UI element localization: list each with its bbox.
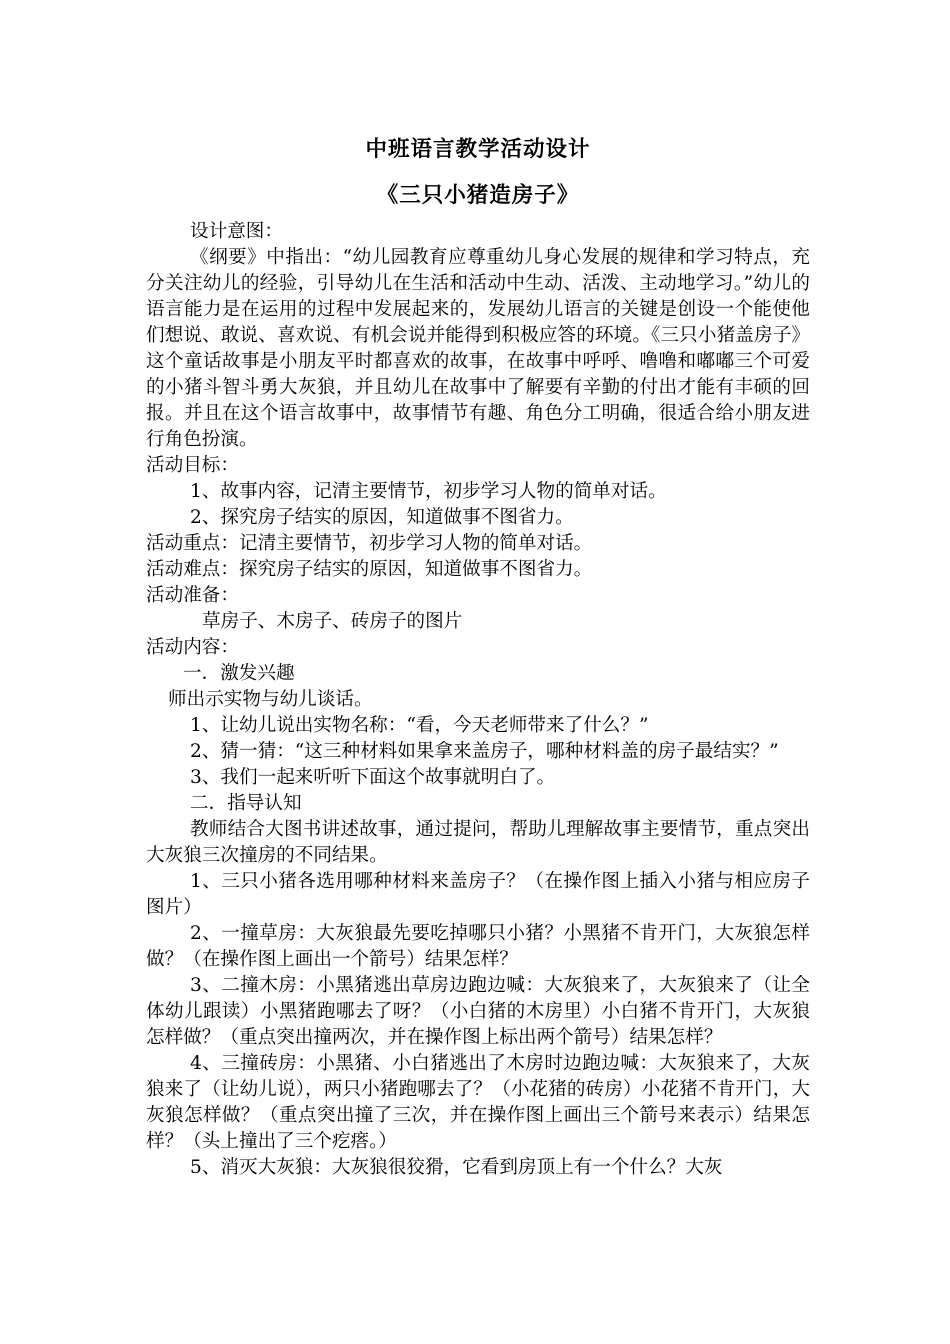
document-paragraph: 3、二撞木房：小黑猪逃出草房边跑边喊：大灰狼来了，大灰狼来了（让全体幼儿跟读）小黑猪跑哪去了呀？（小白猪的木房里）小白猪不肯开门，大灰狼怎样做？（重点突出撞两次，并在操作图上标出两个箭号）结果怎样？ [146, 975, 810, 1048]
document-paragraph: 活动准备： [146, 585, 239, 606]
document-paragraph: 5、消灭大灰狼：大灰狼很狡猾，它看到房顶上有一个什么？大灰 [190, 1157, 723, 1178]
document-paragraph: 4、三撞砖房：小黑猪、小白猪逃出了木房时边跑边喊：大灰狼来了，大灰狼来了（让幼儿说），两只小猪跑哪去了？（小花猪的砖房）小花猪不肯开门，大灰狼怎样做？（重点突出撞了三次，并在操作图上画出三个箭号来表示）结果怎样？（头上撞出了三个疙瘩。） [146, 1053, 810, 1152]
document-paragraph: 教师结合大图书讲述故事，通过提问，帮助儿理解故事主要情节，重点突出大灰狼三次撞房的不同结果。 [146, 819, 810, 866]
document-paragraph: 2、探究房子结实的原因，知道做事不图省力。 [190, 507, 574, 528]
document-paragraph: 2、一撞草房：大灰狼最先要吃掉哪只小猪？小黑猪不肯开门，大灰狼怎样做？（在操作图上画出一个箭号）结果怎样？ [146, 923, 810, 970]
document-body [146, 219, 810, 1181]
document-paragraph: 活动内容： [146, 637, 239, 658]
document-paragraph: 设计意图： [190, 221, 283, 242]
document-paragraph: 2、猜一猜：“这三种材料如果拿来盖房子，哪种材料盖的房子最结实？” [190, 741, 779, 762]
document-title: 中班语言教学活动设计 [365, 137, 591, 162]
document-paragraph: 1、三只小猪各选用哪种材料来盖房子？（在操作图上插入小猪与相应房子图片） [146, 871, 810, 918]
document-subtitle: 《三只小猪造房子》 [376, 183, 580, 208]
document-paragraph: 1、故事内容，记清主要情节，初步学习人物的简单对话。 [190, 481, 667, 502]
document-paragraph: 一．激发兴趣 [183, 663, 295, 684]
document-paragraph: 3、我们一起来听听下面这个故事就明白了。 [190, 767, 556, 788]
document-paragraph: 活动难点：探究房子结实的原因，知道做事不图省力。 [146, 559, 593, 580]
document-paragraph: 活动重点：记清主要情节，初步学习人物的简单对话。 [146, 533, 593, 554]
document-paragraph: 活动目标： [146, 455, 239, 476]
document-paragraph: 草房子、木房子、砖房子的图片 [202, 611, 463, 632]
document-paragraph: 《纲要》中指出：“幼儿园教育应尊重幼儿身心发展的规律和学习特点，充分关注幼儿的经验，引导幼儿在生活和活动中生动、活泼、主动地学习。”幼儿的语言能力是在运用的过程中发展起来的，发展幼儿语言的关键是创设一个能使他们想说、敢说、喜欢说、有机会说并能得到积极应答的环境。《三只小猪盖房子》这个童话故事是小朋友平时都喜欢的故事，在故事中呼呼、噜噜和嘟嘟三个可爱的小猪斗智斗勇大灰狼，并且幼儿在故事中了解要有辛勤的付出才能有丰硕的回报。并且在这个语言故事中，故事情节有趣、角色分工明确，很适合给小朋友进行角色扮演。 [146, 247, 810, 450]
document-paragraph: 师出示实物与幼儿谈话。 [168, 689, 373, 710]
document-content [146, 128, 810, 1181]
document-paragraph: 二．指导认知 [190, 793, 302, 814]
document-paragraph: 1、让幼儿说出实物名称：“看，今天老师带来了什么？” [190, 715, 649, 736]
